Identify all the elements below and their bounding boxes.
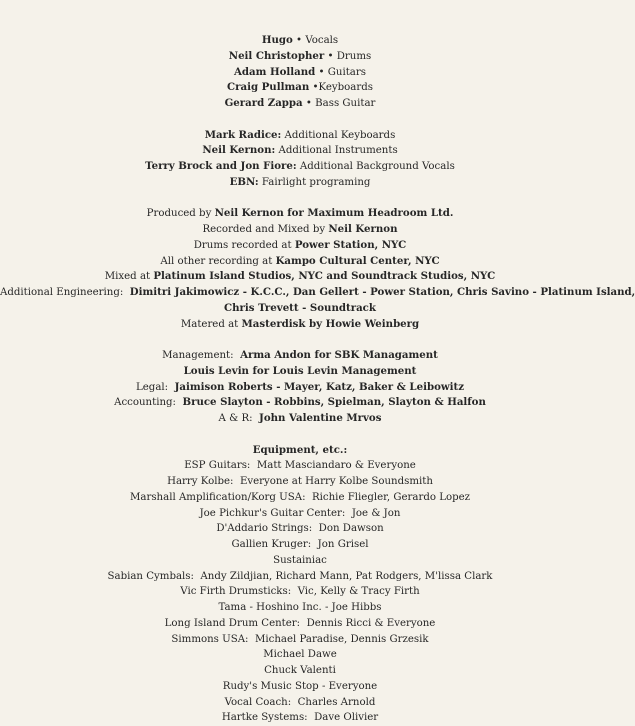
equipment-line: Michael Dawe bbox=[0, 647, 600, 663]
band-member-line bbox=[0, 80, 600, 96]
band-member-role: Drums bbox=[337, 51, 372, 62]
additional-engineering-continued-value: Chris Trevett - Soundtrack bbox=[224, 302, 376, 314]
band-member-separator: • bbox=[303, 98, 316, 109]
production-credits-section bbox=[0, 206, 600, 332]
legal-value: Jaimison Roberts - Mayer, Katz, Baker & Leibowitz bbox=[175, 381, 464, 393]
recording-mixing-label: Recorded and Mixed by bbox=[202, 224, 328, 235]
producer-line bbox=[0, 206, 600, 222]
additional-musician-line bbox=[0, 175, 600, 191]
equipment-line: ESP Guitars: Matt Masciandaro & Everyone bbox=[0, 458, 600, 474]
mastering-line bbox=[0, 317, 600, 333]
drums-recording-value: Power Station, NYC bbox=[295, 239, 406, 251]
accounting-label: Accounting: bbox=[114, 397, 182, 408]
band-member-name: Hugo bbox=[262, 34, 293, 46]
band-member-role: Vocals bbox=[305, 35, 338, 46]
band-member-role: Bass Guitar bbox=[315, 98, 375, 109]
additional-musician-line bbox=[0, 128, 600, 144]
management-value: Arma Andon for SBK Managament bbox=[240, 349, 438, 361]
equipment-line: Tama - Hoshino Inc. - Joe Hibbs bbox=[0, 600, 600, 616]
equipment-line: Simmons USA: Michael Paradise, Dennis Grzesik bbox=[0, 632, 600, 648]
equipment-line: Long Island Drum Center: Dennis Ricci & Everyone bbox=[0, 616, 600, 632]
additional-musician-role: Additional Keyboards bbox=[285, 130, 396, 141]
band-member-line bbox=[0, 33, 600, 49]
additional-musician-role: Additional Background Vocals bbox=[300, 161, 455, 172]
drums-recording-line bbox=[0, 238, 600, 254]
additional-musician-role: Fairlight programing bbox=[262, 177, 371, 188]
additional-musicians-section bbox=[0, 128, 600, 191]
band-member-line bbox=[0, 49, 600, 65]
additional-engineering-line bbox=[0, 285, 600, 301]
additional-musician-line bbox=[0, 143, 600, 159]
other-recording-label: All other recording at bbox=[160, 256, 275, 267]
additional-musician-name: EBN: bbox=[230, 176, 259, 188]
producer-label: Produced by bbox=[147, 208, 215, 219]
equipment-line: Chuck Valenti bbox=[0, 663, 600, 679]
accounting-value: Bruce Slayton - Robbins, Spielman, Slayton & Halfon bbox=[182, 396, 485, 408]
additional-engineering-label: Additional Engineering: bbox=[0, 287, 130, 298]
equipment-line: D'Addario Strings: Don Dawson bbox=[0, 521, 600, 537]
mastering-label: Matered at bbox=[181, 319, 242, 330]
band-member-name: Adam Holland bbox=[234, 66, 315, 78]
band-member-name: Craig Pullman bbox=[227, 81, 309, 93]
drums-recording-label: Drums recorded at bbox=[194, 240, 295, 251]
mastering-value: Masterdisk by Howie Weinberg bbox=[242, 318, 420, 330]
management-continued-value: Louis Levin for Louis Levin Management bbox=[184, 365, 417, 377]
equipment-line: Vic Firth Drumsticks: Vic, Kelly & Tracy Firth bbox=[0, 584, 600, 600]
band-member-name: Gerard Zappa bbox=[225, 97, 303, 109]
legal-line bbox=[0, 380, 600, 396]
additional-engineering-value: Dimitri Jakimowicz - K.C.C., Dan Gellert - Power Station, Chris Savino - Platinum Island, bbox=[130, 286, 635, 298]
additional-musician-name: Terry Brock and Jon Fiore: bbox=[145, 160, 296, 172]
mixing-studio-value: Platinum Island Studios, NYC and Soundtrack Studios, NYC bbox=[153, 270, 495, 282]
additional-musician-role: Additional Instruments bbox=[279, 145, 398, 156]
mixing-studio-line bbox=[0, 269, 600, 285]
other-recording-line bbox=[0, 254, 600, 270]
equipment-line: Joe Pichkur's Guitar Center: Joe & Jon bbox=[0, 506, 600, 522]
ar-label: A & R: bbox=[219, 413, 259, 424]
other-recording-value: Kampo Cultural Center, NYC bbox=[276, 255, 440, 267]
equipment-line: Marshall Amplification/Korg USA: Richie Fliegler, Gerardo Lopez bbox=[0, 490, 600, 506]
credits-column bbox=[0, 33, 600, 726]
equipment-line: Hartke Systems: Dave Olivier bbox=[0, 710, 600, 726]
management-continued-line bbox=[0, 364, 600, 380]
mixing-studio-label: Mixed at bbox=[105, 271, 154, 282]
management-line bbox=[0, 348, 600, 364]
equipment-line: Rudy's Music Stop - Everyone bbox=[0, 679, 600, 695]
management-section bbox=[0, 348, 600, 427]
equipment-line: Sabian Cymbals: Andy Zildjian, Richard Mann, Pat Rodgers, M'lissa Clark bbox=[0, 569, 600, 585]
band-member-role: Guitars bbox=[328, 67, 366, 78]
band-member-role: Keyboards bbox=[318, 82, 372, 93]
equipment-heading: Equipment, etc.: bbox=[0, 443, 600, 459]
additional-musician-name: Neil Kernon: bbox=[202, 144, 275, 156]
ar-line bbox=[0, 411, 600, 427]
management-label: Management: bbox=[162, 350, 240, 361]
equipment-line: Harry Kolbe: Everyone at Harry Kolbe Soundsmith bbox=[0, 474, 600, 490]
equipment-section bbox=[0, 443, 600, 726]
recording-mixing-line bbox=[0, 222, 600, 238]
additional-engineering-continued-line bbox=[0, 301, 600, 317]
band-member-separator: • bbox=[309, 82, 318, 93]
equipment-line: Vocal Coach: Charles Arnold bbox=[0, 695, 600, 711]
legal-label: Legal: bbox=[136, 382, 175, 393]
accounting-line bbox=[0, 395, 600, 411]
band-member-separator: • bbox=[315, 67, 328, 78]
band-member-name: Neil Christopher bbox=[229, 50, 324, 62]
band-member-separator: • bbox=[324, 51, 337, 62]
additional-musician-name: Mark Radice: bbox=[205, 129, 282, 141]
producer-value: Neil Kernon for Maximum Headroom Ltd. bbox=[215, 207, 454, 219]
band-member-separator: • bbox=[293, 35, 306, 46]
band-member-line bbox=[0, 96, 600, 112]
band-member-line bbox=[0, 65, 600, 81]
recording-mixing-value: Neil Kernon bbox=[328, 223, 397, 235]
equipment-line: Sustainiac bbox=[0, 553, 600, 569]
band-lineup-section bbox=[0, 33, 600, 112]
additional-musician-line bbox=[0, 159, 600, 175]
equipment-line: Gallien Kruger: Jon Grisel bbox=[0, 537, 600, 553]
ar-value: John Valentine Mrvos bbox=[259, 412, 381, 424]
